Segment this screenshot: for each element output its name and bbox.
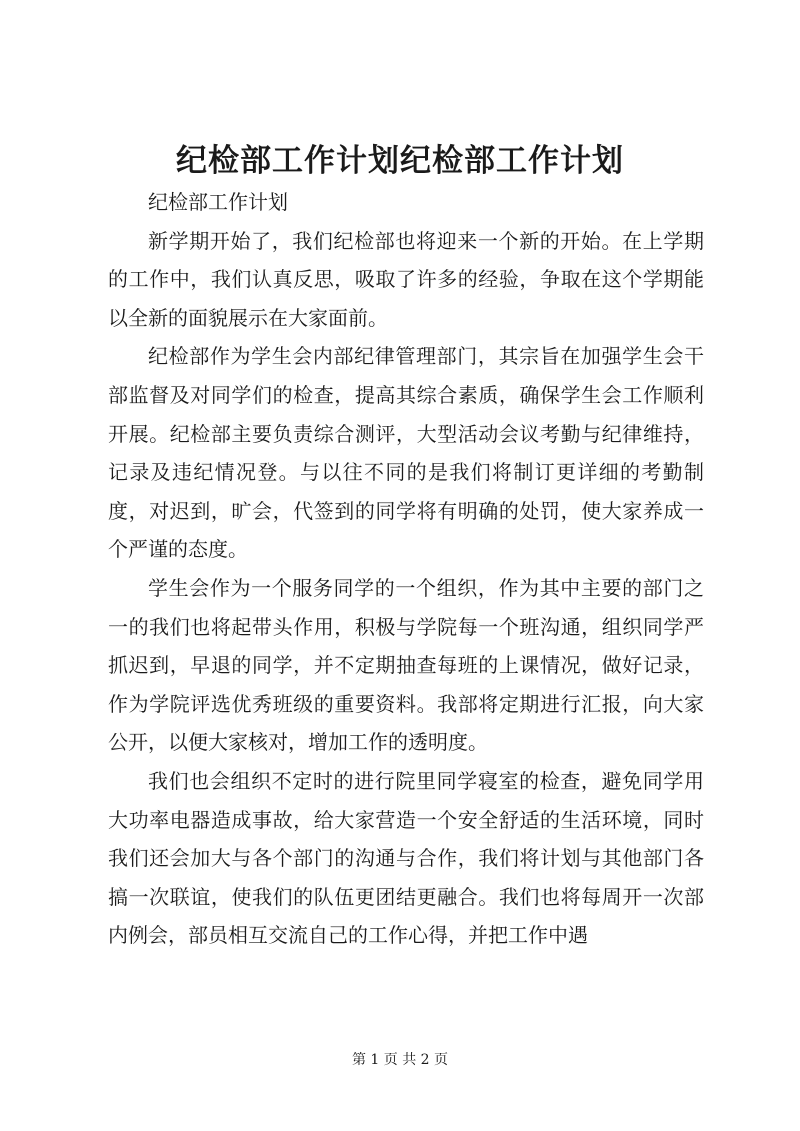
document-body <box>108 183 704 955</box>
paragraph: 纪检部作为学生会内部纪律管理部门，其宗旨在加强学生会干部监督及对同学们的检查，提高其综合素质，确保学生会工作顺利开展。纪检部主要负责综合测评，大型活动会议考勤与纪律维持，记录及违纪情况登。与以往不同的是我们将制订更详细的考勤制度，对迟到，旷会，代签到的同学将有明确的处罚，使大家养成一个严谨的态度。 <box>108 344 704 562</box>
document-title: 纪检部工作计划纪检部工作计划 <box>176 143 624 179</box>
paragraph: 学生会作为一个服务同学的一个组织，作为其中主要的部门之一的我们也将起带头作用，积极与学院每一个班沟通，组织同学严抓迟到，早退的同学，并不定期抽查每班的上课情况，做好记录，作为学院评选优秀班级的重要资料。我部将定期进行汇报，向大家公开，以便大家核对，增加工作的透明度。 <box>108 575 704 755</box>
page-number-footer: 第 1 页 共 2 页 <box>351 1052 449 1068</box>
paragraph-heading: 纪检部工作计划 <box>148 190 288 214</box>
paragraph: 新学期开始了，我们纪检部也将迎来一个新的开始。在上学期的工作中，我们认真反思，吸取了许多的经验，争取在这个学期能以全新的面貌展示在大家面前。 <box>108 228 704 330</box>
paragraph: 我们也会组织不定时的进行院里同学寝室的检查，避免同学用大功率电器造成事故，给大家营造一个安全舒适的生活环境，同时我们还会加大与各个部门的沟通与合作，我们将计划与其他部门各搞一次联谊，使我们的队伍更团结更融合。我们也将每周开一次部内例会，部员相互交流自己的工作心得，并把工作中遇 <box>108 768 704 948</box>
